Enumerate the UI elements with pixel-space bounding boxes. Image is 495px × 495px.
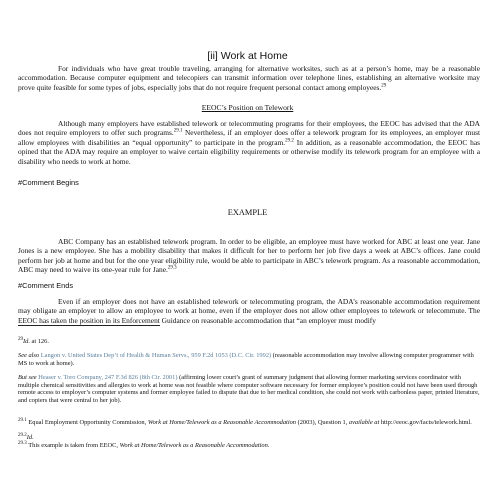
footnote-29-1 — [18, 419, 480, 427]
paragraph-work-at-home: Even if an employer does not have an established telework or telecommuting program, the ADA’s reasonable accommodation requirement may obligate an employer to allow an employee to work at home, even if the employer does not allow other employees to telework or telecommute. The EEOC has taken the position in its Enforcement Guidance on reasonable accommodation that “an employer must modify — [18, 297, 480, 325]
footnote-29-number: 29 — [18, 336, 23, 342]
footnote-29-3-text-a: This example is taken from EEOC, — [26, 442, 120, 449]
footnote-29-id: Id. — [23, 338, 30, 345]
footnote-but-see — [18, 374, 480, 404]
footnote-but-see-rest: (affirming lower court’s grant of summary judgment that allowing former marketing services coordinator with multiple chemical sensitivities and allergies to work at home was not feasible where computer software necessary for former employee’s position could not have been used through remote access to employer’s computer systems and former employee failed to dispute that due to her medical condition, she could not work with carbonless paper, printed literature, and copiers that were central to her job). — [18, 374, 480, 404]
paragraph-eeoc-text-c: In addition, as a reasonable accommodation, the EEOC has opined that the ADA may require an employer to waive certain eligibility requirements or otherwise modify its telework program for an employee with a disability who needs to work at home. — [18, 137, 480, 166]
footnote-ref-29-2[interactable]: 29.2 — [285, 138, 294, 144]
citation-link-langon[interactable]: Langon v. United States Dep’t of Health & Human Servs., 959 F.2d 1053 (D.C. Cir. 1992) — [40, 352, 272, 359]
paragraph-example-text: ABC Company has an established telework program. In order to be eligible, an employee must have worked for ABC at least one year. Jane Jones is a new employee. She has a mobility disability that makes it difficult for her to perform her job five days a week at ABC’s offices. Jane could perform her job at home and but for the one year eligibility rule, would be able to participate in ABC’s telework program. As a reasonable accommodation, ABC may need to waive its one-year rule for Jane. — [18, 237, 480, 275]
footnote-29-3-title: Work at Home/Telework as a Reasonable Accommodation — [119, 442, 268, 449]
footnote-29-1-text-b: (2003), Question 1, — [295, 419, 349, 426]
footnote-29-2 — [18, 434, 480, 442]
paragraph-intro — [18, 64, 480, 92]
paragraph-eeoc-text-b: Nevertheless, if an employer does offer a telework program for its employees, an employer must allow employees with disabilities an “equal opportunity” to participate in the program. — [18, 128, 481, 147]
paragraph-example — [18, 237, 480, 275]
footnote-ref-29-3[interactable]: 29.3 — [167, 265, 177, 271]
paragraph-intro-text: For individuals who have great trouble traveling, arranging for alternative worksites, such as at a person’s home, may be a reasonable accommodation. Because computer equipment and telecopiers can transmit information over telephone lines, establishing an alternative worksite may prove quite feasible for some types of jobs, especially jobs that do not require frequent personal contact among employees. — [18, 64, 480, 92]
footnote-29-3 — [18, 442, 480, 450]
citation-link-heaser[interactable]: Heaser v. Toro Company, 247 F.3d 826 (8th Cir. 2001) — [38, 374, 178, 381]
footnote-29-3-text-b: . — [267, 442, 270, 449]
paragraph-eeoc-text-a: Although many employers have established telework or telecommuting programs for their employees, the EEOC has advised that the ADA does not require employers to offer such programs. — [18, 119, 480, 138]
footnote-29-1-text-a: Equal Employment Opportunity Commission, — [26, 419, 148, 426]
footnote-29-1-url[interactable]: http://eeoc.gov/facts/telework.html. — [379, 419, 472, 426]
signal-but-see: But see — [18, 374, 37, 381]
comment-ends-marker: #Comment Ends — [18, 281, 74, 290]
footnote-29-1-number: 29.1 — [18, 417, 27, 423]
footnote-29-2-number: 29.2 — [18, 432, 27, 438]
paragraph-eeoc-position — [18, 119, 480, 166]
footnote-29-1-title: Work at Home/Telework as a Reasonable Accommodation — [147, 419, 296, 426]
section-heading: [ii] Work at Home — [207, 50, 288, 62]
footnote-29-3-number: 29.3 — [18, 440, 27, 446]
footnote-29-1-available: available at — [348, 419, 380, 426]
subheading-eeoc-position: EEOC’s Position on Telework — [201, 103, 294, 112]
footnote-see-also — [18, 352, 480, 367]
footnote-see-also-rest: (reasonable accommodation may involve allowing computer programmer with MS to work at home). — [18, 352, 474, 367]
signal-see-also: See also — [18, 352, 40, 359]
footnote-29-2-id: Id. — [26, 434, 34, 441]
footnote-ref-29-1[interactable]: 29.1 — [173, 128, 183, 134]
comment-begins-marker: #Comment Begins — [18, 178, 79, 187]
example-heading: EXAMPLE — [227, 208, 268, 217]
footnote-ref-29[interactable]: 29 — [381, 83, 387, 89]
footnote-29 — [18, 338, 480, 346]
footnote-29-rest: at 126. — [29, 338, 49, 345]
footnote-divider — [18, 325, 160, 326]
